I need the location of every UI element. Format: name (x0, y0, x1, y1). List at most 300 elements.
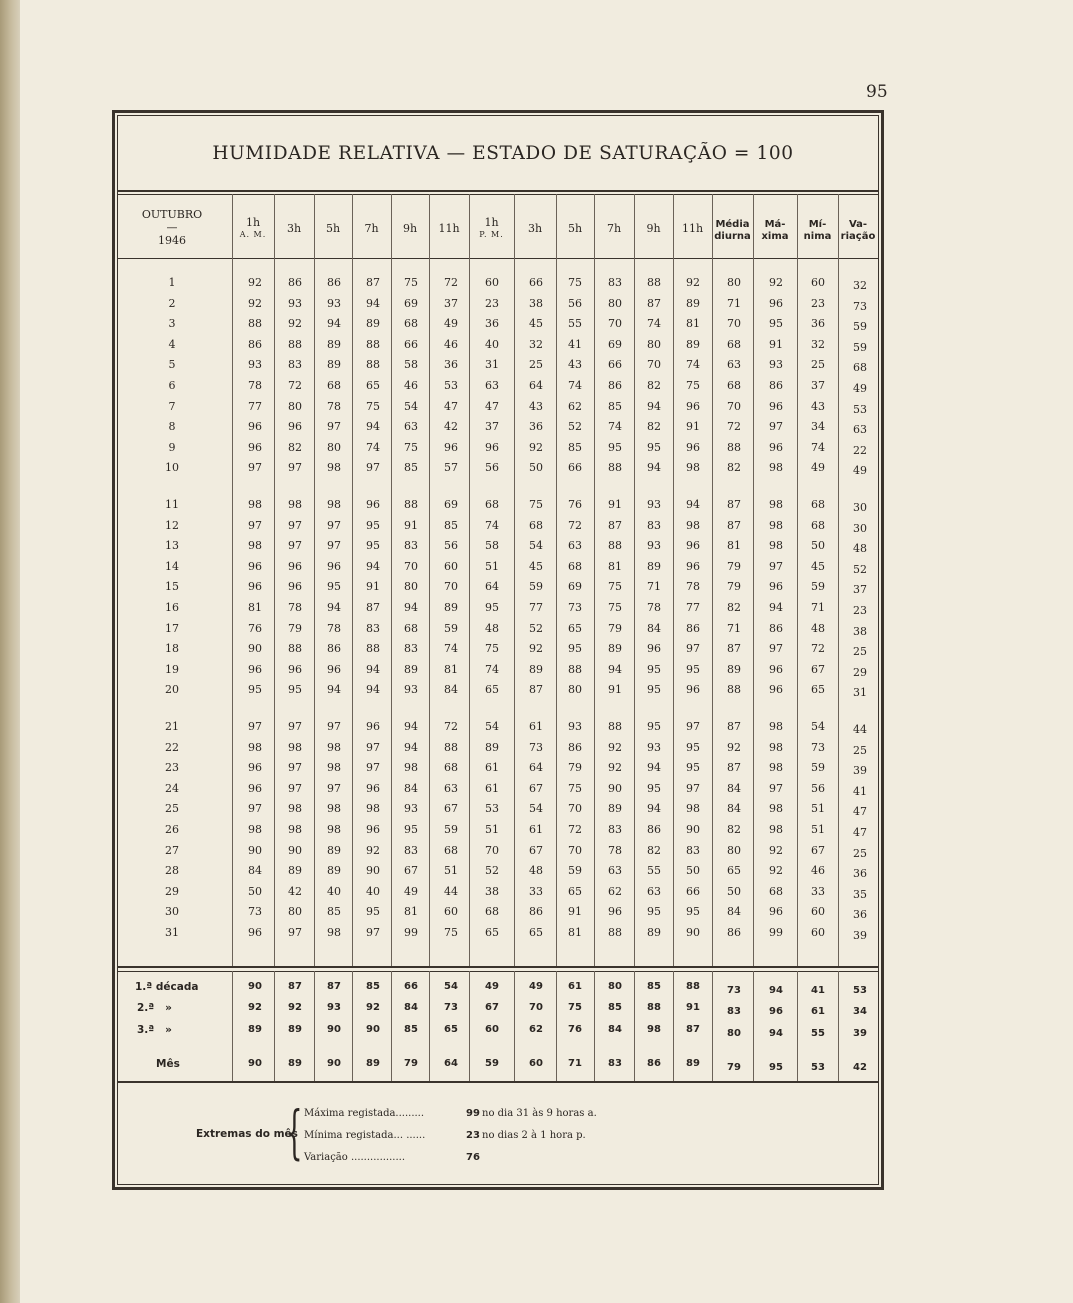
table-cell: 95 (647, 905, 661, 919)
table-cell: 90 (608, 781, 622, 795)
header-col-14: Má- (764, 219, 786, 230)
row-day-label: 17 (165, 621, 179, 635)
summary-cell: 89 (288, 1024, 302, 1035)
table-cell: 96 (769, 905, 783, 919)
table-cell: 86 (727, 926, 741, 939)
table-cell: 98 (288, 498, 302, 511)
table-cell: 94 (366, 296, 380, 310)
header-col-7: 1h (484, 216, 499, 229)
table-cell: 74 (444, 642, 458, 656)
table-cell: 97 (366, 461, 380, 475)
table-cell: 92 (769, 864, 783, 878)
table-cell: 46 (811, 864, 825, 878)
column-rule (232, 194, 233, 966)
summary-cell: 90 (327, 1058, 341, 1069)
table-cell: 96 (769, 440, 783, 454)
table-cell: 97 (288, 539, 302, 553)
table-cell: 92 (686, 276, 700, 289)
table-cell: 98 (769, 518, 783, 532)
summary-cell: 79 (727, 1062, 741, 1073)
table-cell: 62 (568, 399, 582, 413)
summary-cell: 84 (608, 1024, 622, 1035)
table-cell: 88 (288, 337, 302, 351)
summary-cell: 53 (811, 1062, 825, 1073)
table-cell: 96 (769, 399, 783, 413)
header-col-sub-1: A. M. (239, 230, 267, 239)
table-cell: 36 (853, 867, 867, 881)
row-day-label: 3 (168, 317, 176, 331)
table-cell: 96 (327, 662, 341, 676)
row-day-label: 25 (165, 802, 179, 816)
table-cell: 78 (248, 379, 262, 392)
table-cell: 96 (248, 662, 262, 676)
table-cell: 58 (404, 358, 418, 372)
table-title: HUMIDADE RELATIVA — ESTADO DE SATURAÇÃO = 100 (212, 143, 794, 164)
table-cell: 96 (248, 761, 262, 775)
table-cell: 96 (769, 580, 783, 594)
table-cell: 88 (647, 276, 661, 289)
table-cell: 30 (853, 521, 867, 535)
table-cell: 80 (288, 399, 302, 413)
table-cell: 53 (485, 802, 499, 816)
table-cell: 25 (853, 846, 867, 860)
table-cell: 84 (404, 781, 418, 795)
table-cell: 84 (444, 683, 458, 697)
row-day-label: 5 (168, 358, 176, 372)
table-cell: 82 (288, 440, 302, 454)
summary-cell: 80 (608, 981, 622, 992)
table-cell: 96 (608, 905, 622, 919)
summary-cell: 89 (366, 1058, 380, 1069)
table-cell: 79 (727, 559, 741, 573)
table-cell: 91 (769, 337, 783, 351)
summary-cell: 67 (485, 1002, 499, 1013)
table-cell: 43 (568, 358, 582, 372)
table-cell: 96 (288, 420, 302, 434)
table-cell: 93 (288, 296, 302, 310)
table-cell: 68 (485, 905, 499, 919)
table-cell: 86 (647, 823, 661, 836)
table-cell: 37 (444, 296, 458, 310)
summary-cell: 90 (366, 1024, 380, 1035)
table-cell: 87 (727, 642, 741, 656)
header-col-8: 3h (527, 222, 543, 235)
table-cell: 63 (444, 781, 458, 795)
table-cell: 88 (288, 642, 302, 656)
table-cell: 67 (404, 864, 418, 878)
table-cell: 83 (608, 823, 622, 836)
table-cell: 88 (608, 926, 622, 939)
table-cell: 88 (404, 498, 418, 511)
table-cell: 97 (248, 461, 262, 475)
summary-cell: 89 (288, 1058, 302, 1069)
table-cell: 74 (608, 420, 622, 434)
summary-cell: 71 (568, 1058, 582, 1069)
table-cell: 80 (647, 337, 661, 351)
table-cell: 97 (248, 518, 262, 532)
table-cell: 53 (853, 402, 867, 416)
table-cell: 65 (485, 926, 499, 939)
table-cell: 97 (327, 518, 341, 532)
table-cell: 63 (568, 539, 582, 553)
header-col-9: 5h (567, 222, 583, 235)
table-cell: 86 (327, 642, 341, 656)
table-cell: 54 (529, 539, 543, 553)
table-cell: 25 (811, 358, 825, 372)
extremes-line-text: no dia 31 às 9 horas a. (482, 1108, 597, 1119)
table-cell: 92 (366, 843, 380, 857)
summary-cell: 41 (811, 985, 825, 996)
summary-cell: 76 (568, 1024, 582, 1035)
table-cell: 37 (811, 379, 825, 392)
table-cell: 47 (485, 399, 499, 413)
header-col-1: 1h (245, 216, 261, 229)
summary-label: 2.ª » (137, 1002, 172, 1014)
table-cell: 97 (366, 926, 380, 939)
table-cell: 95 (485, 601, 499, 614)
table-cell: 96 (686, 440, 700, 454)
summary-cell: 54 (444, 981, 458, 992)
table-cell: 50 (727, 884, 741, 898)
table-cell: 32 (811, 337, 825, 351)
table-cell: 55 (568, 317, 582, 331)
table-cell: 70 (608, 317, 622, 331)
row-day-label: 19 (165, 662, 179, 676)
table-cell: 69 (444, 498, 458, 511)
summary-cell: 73 (727, 985, 741, 996)
table-cell: 90 (366, 864, 380, 878)
table-cell: 80 (568, 683, 582, 697)
summary-cell: 59 (485, 1058, 499, 1069)
table-cell: 98 (327, 498, 341, 511)
table-cell: 49 (404, 884, 418, 898)
summary-cell: 89 (248, 1024, 262, 1035)
table-cell: 61 (529, 823, 543, 836)
table-cell: 89 (485, 740, 499, 754)
summary-cell: 94 (769, 1028, 783, 1039)
table-cell: 88 (727, 683, 741, 697)
summary-cell: 49 (485, 981, 499, 992)
table-cell: 49 (853, 464, 867, 478)
table-cell: 68 (485, 498, 499, 511)
table-cell: 36 (529, 420, 543, 434)
header-col-sub-14: xima (761, 231, 789, 242)
summary-cell: 87 (288, 981, 302, 992)
row-day-label: 27 (165, 843, 179, 857)
table-cell: 83 (288, 358, 302, 372)
table-cell: 67 (529, 781, 543, 795)
table-cell: 98 (327, 461, 341, 475)
table-cell: 91 (366, 580, 380, 594)
table-cell: 86 (769, 379, 783, 392)
table-cell: 49 (811, 461, 825, 475)
table-cell: 70 (727, 317, 741, 331)
table-cell: 38 (853, 624, 867, 638)
table-cell: 94 (327, 317, 341, 331)
table-cell: 86 (568, 740, 582, 754)
table-cell: 39 (853, 929, 867, 942)
table-cell: 86 (248, 337, 262, 351)
table-cell: 88 (248, 317, 262, 331)
table-cell: 96 (327, 559, 341, 573)
summary-cell: 98 (647, 1024, 661, 1035)
table-cell: 50 (248, 884, 262, 898)
table-cell: 31 (485, 358, 499, 372)
table-cell: 51 (485, 823, 499, 836)
table-cell: 98 (327, 802, 341, 816)
summary-cell: 89 (686, 1058, 700, 1069)
summary-cell: 90 (327, 1024, 341, 1035)
table-cell: 75 (444, 926, 458, 939)
table-cell: 60 (444, 559, 458, 573)
table-cell: 30 (853, 501, 867, 514)
table-cell: 96 (769, 662, 783, 676)
table-cell: 70 (727, 399, 741, 413)
table-cell: 43 (811, 399, 825, 413)
table-cell: 94 (647, 761, 661, 775)
summary-cell: 91 (686, 1002, 700, 1013)
table-cell: 76 (568, 498, 582, 511)
table-cell: 56 (444, 539, 458, 553)
table-cell: 91 (568, 905, 582, 919)
table-cell: 71 (727, 621, 741, 635)
summary-cell: 88 (647, 1002, 661, 1013)
column-rule (514, 194, 515, 966)
table-cell: 88 (366, 337, 380, 351)
table-cell: 79 (608, 621, 622, 635)
table-cell: 71 (811, 601, 825, 614)
table-cell: 46 (444, 337, 458, 351)
table-cell: 92 (248, 296, 262, 310)
header-year: 1946 (158, 234, 186, 247)
table-cell: 75 (568, 781, 582, 795)
table-cell: 98 (769, 498, 783, 511)
summary-cell: 73 (444, 1002, 458, 1013)
table-cell: 83 (366, 621, 380, 635)
table-cell: 72 (444, 276, 458, 289)
table-cell: 95 (327, 580, 341, 594)
table-cell: 81 (568, 926, 582, 939)
summary-cell: 96 (769, 1006, 783, 1017)
table-cell: 70 (568, 802, 582, 816)
table-cell: 92 (769, 276, 783, 289)
table-cell: 68 (404, 621, 418, 635)
extremes-line-value: 23 (466, 1130, 480, 1141)
table-cell: 94 (366, 683, 380, 697)
summary-cell: 87 (327, 981, 341, 992)
row-day-label: 13 (165, 539, 179, 553)
table-cell: 85 (327, 905, 341, 919)
table-cell: 54 (404, 399, 418, 413)
table-cell: 97 (327, 420, 341, 434)
table-cell: 95 (647, 662, 661, 676)
book-spine-shadow (0, 0, 20, 1303)
table-cell: 98 (327, 823, 341, 836)
table-cell: 29 (853, 665, 867, 679)
table-cell: 63 (404, 420, 418, 434)
table-cell: 97 (327, 720, 341, 733)
header-col-sub-7: P. M. (479, 230, 504, 239)
table-cell: 65 (568, 884, 582, 898)
table-cell: 89 (727, 662, 741, 676)
column-rule-summary (232, 971, 233, 1081)
table-cell: 68 (444, 843, 458, 857)
table-cell: 96 (288, 559, 302, 573)
table-cell: 25 (853, 645, 867, 659)
table-cell: 52 (529, 621, 543, 635)
table-cell: 97 (288, 720, 302, 733)
summary-cell: 65 (444, 1024, 458, 1035)
table-cell: 74 (647, 317, 661, 331)
table-cell: 98 (327, 740, 341, 754)
table-cell: 50 (686, 864, 700, 878)
table-cell: 66 (686, 884, 700, 898)
row-day-label: 30 (165, 905, 179, 919)
table-cell: 95 (568, 642, 582, 656)
table-cell: 72 (727, 420, 741, 434)
table-cell: 59 (444, 621, 458, 635)
brace-icon: { (286, 1098, 303, 1166)
table-cell: 95 (647, 781, 661, 795)
row-day-label: 4 (168, 337, 176, 351)
table-cell: 97 (769, 559, 783, 573)
table-cell: 89 (327, 358, 341, 372)
table-cell: 88 (608, 539, 622, 553)
table-cell: 25 (853, 743, 867, 757)
column-rule-summary (838, 971, 839, 1081)
table-cell: 84 (248, 864, 262, 878)
table-cell: 89 (288, 864, 302, 878)
table-cell: 97 (288, 518, 302, 532)
table-cell: 98 (327, 926, 341, 939)
header-col-2: 3h (286, 222, 302, 235)
summary-cell: 79 (404, 1058, 418, 1069)
table-cell: 78 (608, 843, 622, 857)
summary-cell: 34 (853, 1006, 867, 1017)
table-cell: 97 (288, 926, 302, 939)
column-rule-summary (514, 971, 515, 1081)
table-cell: 83 (686, 843, 700, 857)
table-cell: 93 (647, 539, 661, 553)
row-day-label: 26 (165, 823, 179, 836)
row-day-label: 21 (165, 720, 179, 733)
table-cell: 65 (529, 926, 543, 939)
table-cell: 97 (769, 420, 783, 434)
table-cell: 96 (769, 683, 783, 697)
header-col-sub-16: riação (840, 231, 876, 242)
header-month: OUTUBRO (141, 208, 203, 221)
table-cell: 96 (288, 662, 302, 676)
table-cell: 98 (769, 761, 783, 775)
row-day-label: 10 (165, 461, 179, 475)
table-cell: 77 (529, 601, 543, 614)
table-cell: 87 (727, 761, 741, 775)
rule-above-summary (117, 966, 879, 968)
summary-cell: 60 (529, 1058, 543, 1069)
table-cell: 98 (769, 802, 783, 816)
table-cell: 87 (727, 498, 741, 511)
table-cell: 45 (529, 559, 543, 573)
table-cell: 72 (444, 720, 458, 733)
page-number: 95 (866, 82, 888, 102)
table-cell: 81 (608, 559, 622, 573)
table-cell: 83 (404, 843, 418, 857)
table-cell: 96 (366, 823, 380, 836)
table-cell: 96 (366, 498, 380, 511)
table-cell: 74 (811, 440, 825, 454)
table-cell: 75 (608, 601, 622, 614)
table-cell: 61 (485, 781, 499, 795)
table-cell: 85 (404, 461, 418, 475)
table-cell: 81 (444, 662, 458, 676)
table-cell: 93 (769, 358, 783, 372)
table-cell: 96 (248, 440, 262, 454)
table-cell: 92 (608, 761, 622, 775)
extremes-line-label: Máxima registada......... (304, 1108, 425, 1119)
table-cell: 83 (404, 642, 418, 656)
table-cell: 95 (686, 905, 700, 919)
table-cell: 74 (366, 440, 380, 454)
table-cell: 73 (568, 601, 582, 614)
rule-above-extremes (117, 1081, 879, 1083)
summary-cell: 60 (485, 1024, 499, 1035)
table-cell: 75 (366, 399, 380, 413)
table-cell: 66 (568, 461, 582, 475)
table-cell: 97 (248, 802, 262, 816)
table-cell: 97 (686, 781, 700, 795)
table-cell: 36 (811, 317, 825, 331)
row-day-label: 11 (165, 498, 179, 511)
table-cell: 99 (404, 926, 418, 939)
summary-cell: 93 (327, 1002, 341, 1013)
table-cell: 83 (647, 518, 661, 532)
table-cell: 70 (485, 843, 499, 857)
row-day-label: 8 (168, 420, 176, 434)
table-cell: 95 (686, 761, 700, 775)
table-cell: 94 (327, 683, 341, 697)
table-cell: 89 (327, 864, 341, 878)
table-cell: 95 (647, 720, 661, 733)
table-cell: 71 (727, 296, 741, 310)
summary-cell: 90 (248, 1058, 262, 1069)
table-cell: 95 (288, 683, 302, 697)
table-cell: 90 (686, 926, 700, 939)
table-cell: 73 (248, 905, 262, 919)
table-cell: 96 (769, 296, 783, 310)
table-cell: 88 (444, 740, 458, 754)
table-cell: 23 (853, 604, 867, 617)
summary-cell: 84 (404, 1002, 418, 1013)
table-cell: 49 (444, 317, 458, 331)
table-cell: 56 (485, 461, 499, 475)
table-cell: 72 (568, 518, 582, 532)
table-cell: 92 (248, 276, 262, 289)
table-cell: 48 (811, 621, 825, 635)
row-day-label: 29 (165, 884, 179, 898)
table-cell: 99 (769, 926, 783, 939)
summary-cell: 92 (248, 1002, 262, 1013)
row-day-label: 9 (168, 440, 176, 454)
table-cell: 96 (248, 926, 262, 939)
table-cell: 97 (366, 761, 380, 775)
table-cell: 97 (288, 781, 302, 795)
table-cell: 41 (853, 784, 867, 798)
row-day-label: 28 (165, 864, 179, 878)
table-cell: 93 (404, 683, 418, 697)
table-cell: 78 (288, 601, 302, 614)
table-cell: 59 (568, 864, 582, 878)
table-cell: 59 (529, 580, 543, 594)
